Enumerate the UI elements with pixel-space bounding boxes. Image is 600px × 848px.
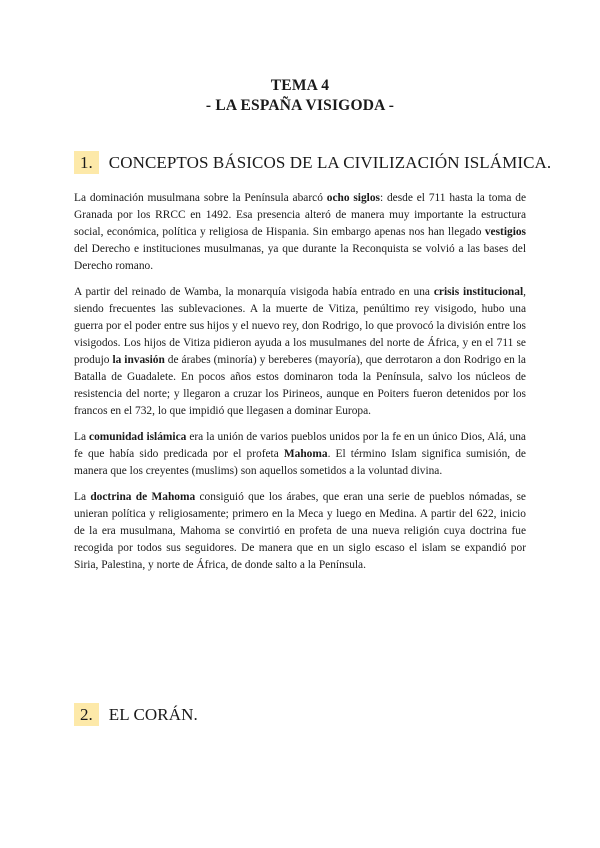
- paragraph-4: [74, 489, 526, 574]
- paragraph-text: La: [74, 431, 90, 443]
- bold-term: crisis institucional: [433, 286, 524, 298]
- paragraph-1: [74, 190, 526, 275]
- paragraph-text: A partir del reinado de Wamba, la monarquía visigoda había entrado en una: [74, 286, 434, 298]
- bold-term: ocho siglos: [326, 192, 380, 204]
- section-heading-2: [74, 703, 198, 726]
- paragraph-text: consiguió que los árabes, que eran una serie de pueblos nómadas, se unieran política y religiosamente; primero en la Meca y luego en Medina. A partir del 622, inicio de la era musulmana, Mahoma se convirtió en profeta de una nueva religión cuya doctrina fue recogida por todos sus seguidores. De manera que en un siglo escaso el islam se expandió por Siria, Palestina, y norte de África, de donde salto a la Península.: [74, 491, 526, 571]
- title-block: [0, 76, 600, 116]
- paragraph-3: [74, 429, 526, 480]
- bold-term: la invasión: [112, 354, 165, 366]
- body-text: [74, 190, 526, 583]
- paragraph-text: del Derecho e instituciones musulmanas, ya que durante la Reconquista se volvió a las bases del Derecho romano.: [74, 243, 526, 272]
- paragraph-text: La: [74, 491, 91, 503]
- paragraph-text: era la unión de varios pueblos unidos por la fe en un único Dios, Alá, una fe que había sido predicada por el profeta: [74, 431, 526, 460]
- bold-term: doctrina de Mahoma: [90, 491, 196, 503]
- document-title: TEMA 4: [270, 77, 330, 94]
- section-title: EL CORÁN.: [108, 705, 198, 724]
- paragraph-text: de árabes (minoría) y bereberes (mayoría), que derrotaron a don Rodrigo en la Batalla de Guadalete. En pocos años estos dominaron toda la Península, salvo los núcleos de resistencia del norte; y llegaron a cruzar los Pirineos, aunque en Poiters fueron detenidos por los francos en el 732, lo que impidió que llegasen a dominar Europa.: [74, 354, 526, 417]
- section-number: 1.: [74, 151, 99, 174]
- paragraph-2: [74, 284, 526, 420]
- bold-term: Mahoma: [283, 448, 328, 460]
- bold-term: vestigios: [484, 226, 526, 238]
- paragraph-text: La dominación musulmana sobre la Península abarcó: [74, 192, 327, 204]
- section-title: CONCEPTOS BÁSICOS DE LA CIVILIZACIÓN ISLÁMICA.: [108, 153, 552, 172]
- paragraph-text: . El término Islam significa sumisión, de manera que los creyentes (muslims) son aquellos sometidos a la voluntad divina.: [74, 448, 526, 477]
- bold-term: comunidad islámica: [89, 431, 187, 443]
- document-subtitle: - LA ESPAÑA VISIGODA -: [205, 97, 395, 114]
- section-heading-1: [74, 151, 551, 174]
- paragraph-text: , siendo frecuentes las sublevaciones. A la muerte de Vitiza, penúltimo rey visigodo, hubo una guerra por el poder entre sus hijos y el nuevo rey, don Rodrigo, lo que provocó la división entre los visigodos. Los hijos de Vitiza pidieron ayuda a los musulmanes del norte de África, y en el 711 se produjo: [74, 286, 526, 366]
- paragraph-text: : desde el 711 hasta la toma de Granada por los RRCC en 1492. Esa presencia alteró de manera muy importante la estructura social, económica, política y religiosa de Hispania. Sin embargo apenas nos han llegado: [74, 192, 527, 238]
- section-number: 2.: [74, 703, 99, 726]
